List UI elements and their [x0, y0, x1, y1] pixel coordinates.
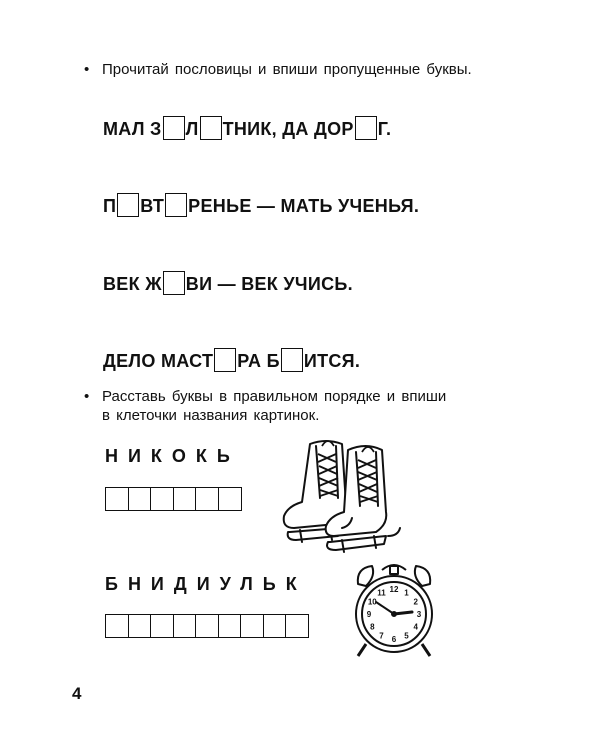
clock-numeral: 10 [367, 597, 377, 607]
proverb-text: РА Б [237, 351, 280, 371]
clock-numeral: 2 [413, 597, 418, 607]
clock-numeral: 11 [377, 588, 386, 598]
answer-cell[interactable] [173, 614, 197, 638]
clock-numeral: 8 [370, 622, 375, 632]
answer-cell[interactable] [195, 614, 219, 638]
task1-instruction-text: Прочитай пословицы и впиши пропущенные буквы. [102, 61, 472, 78]
scrambled-word: НИКОКЬ [105, 446, 240, 466]
answer-cell[interactable] [105, 614, 129, 638]
ice-skates-illustration [276, 432, 408, 558]
answer-cell[interactable] [195, 487, 219, 511]
proverb-text: ВЕК Ж [103, 274, 162, 294]
answer-cell[interactable] [105, 487, 129, 511]
proverb-text: Л [185, 119, 199, 139]
answer-cell[interactable] [173, 487, 197, 511]
answer-cell[interactable] [150, 487, 174, 511]
answer-cell[interactable] [218, 487, 242, 511]
proverb-text: РЕНЬЕ — МАТЬ УЧЕНЬЯ. [188, 196, 420, 216]
answer-grid [105, 614, 308, 638]
task2-instruction-line1: Расставь буквы в правильном порядке и впиши [102, 388, 447, 405]
clock-numeral: 4 [413, 622, 418, 632]
proverb-2 [103, 187, 419, 217]
answer-cell[interactable] [285, 614, 309, 638]
answer-cell[interactable] [128, 487, 152, 511]
answer-cell[interactable] [150, 614, 174, 638]
proverb-3 [103, 265, 353, 295]
page-number: 4 [72, 684, 82, 703]
clock-numeral: 1 [404, 588, 409, 598]
proverb-text: МАЛ З [103, 119, 162, 139]
proverb-text: П [103, 196, 117, 216]
clock-numeral: 12 [389, 585, 399, 594]
scrambled-word: БНИДИУЛЬК [105, 574, 307, 594]
answer-grid [105, 487, 240, 511]
proverb-text: ВТ [140, 196, 165, 216]
missing-letter-box[interactable] [200, 116, 222, 140]
missing-letter-box[interactable] [163, 271, 185, 295]
alarm-clock-illustration [346, 558, 442, 662]
proverb-1 [103, 110, 391, 140]
clock-numeral: 6 [391, 635, 397, 644]
proverb-text: ВИ — ВЕК УЧИСЬ. [185, 274, 353, 294]
proverb-text: ДЕЛО МАСТ [103, 351, 214, 371]
proverb-text: Г. [377, 119, 392, 139]
clock-numeral: 5 [404, 631, 409, 641]
proverb-text: ИТСЯ. [303, 351, 361, 371]
clock-numeral: 7 [379, 631, 384, 641]
task2-instruction-line2: в клеточки названия картинок. [102, 407, 320, 424]
bullet: • [84, 388, 90, 405]
task2-instruction [84, 387, 446, 425]
answer-cell[interactable] [218, 614, 242, 638]
missing-letter-box[interactable] [355, 116, 377, 140]
proverb-text: ТНИК, ДА ДОР [222, 119, 354, 139]
missing-letter-box[interactable] [165, 193, 187, 217]
task1-instruction [84, 60, 472, 79]
missing-letter-box[interactable] [163, 116, 185, 140]
missing-letter-box[interactable] [214, 348, 236, 372]
clock-numeral: 9 [366, 610, 372, 619]
answer-cell[interactable] [263, 614, 287, 638]
answer-cell[interactable] [240, 614, 264, 638]
answer-cell[interactable] [128, 614, 152, 638]
missing-letter-box[interactable] [281, 348, 303, 372]
proverb-4 [103, 342, 360, 372]
clock-numeral: 3 [416, 610, 422, 619]
missing-letter-box[interactable] [117, 193, 139, 217]
bullet: • [84, 61, 90, 78]
